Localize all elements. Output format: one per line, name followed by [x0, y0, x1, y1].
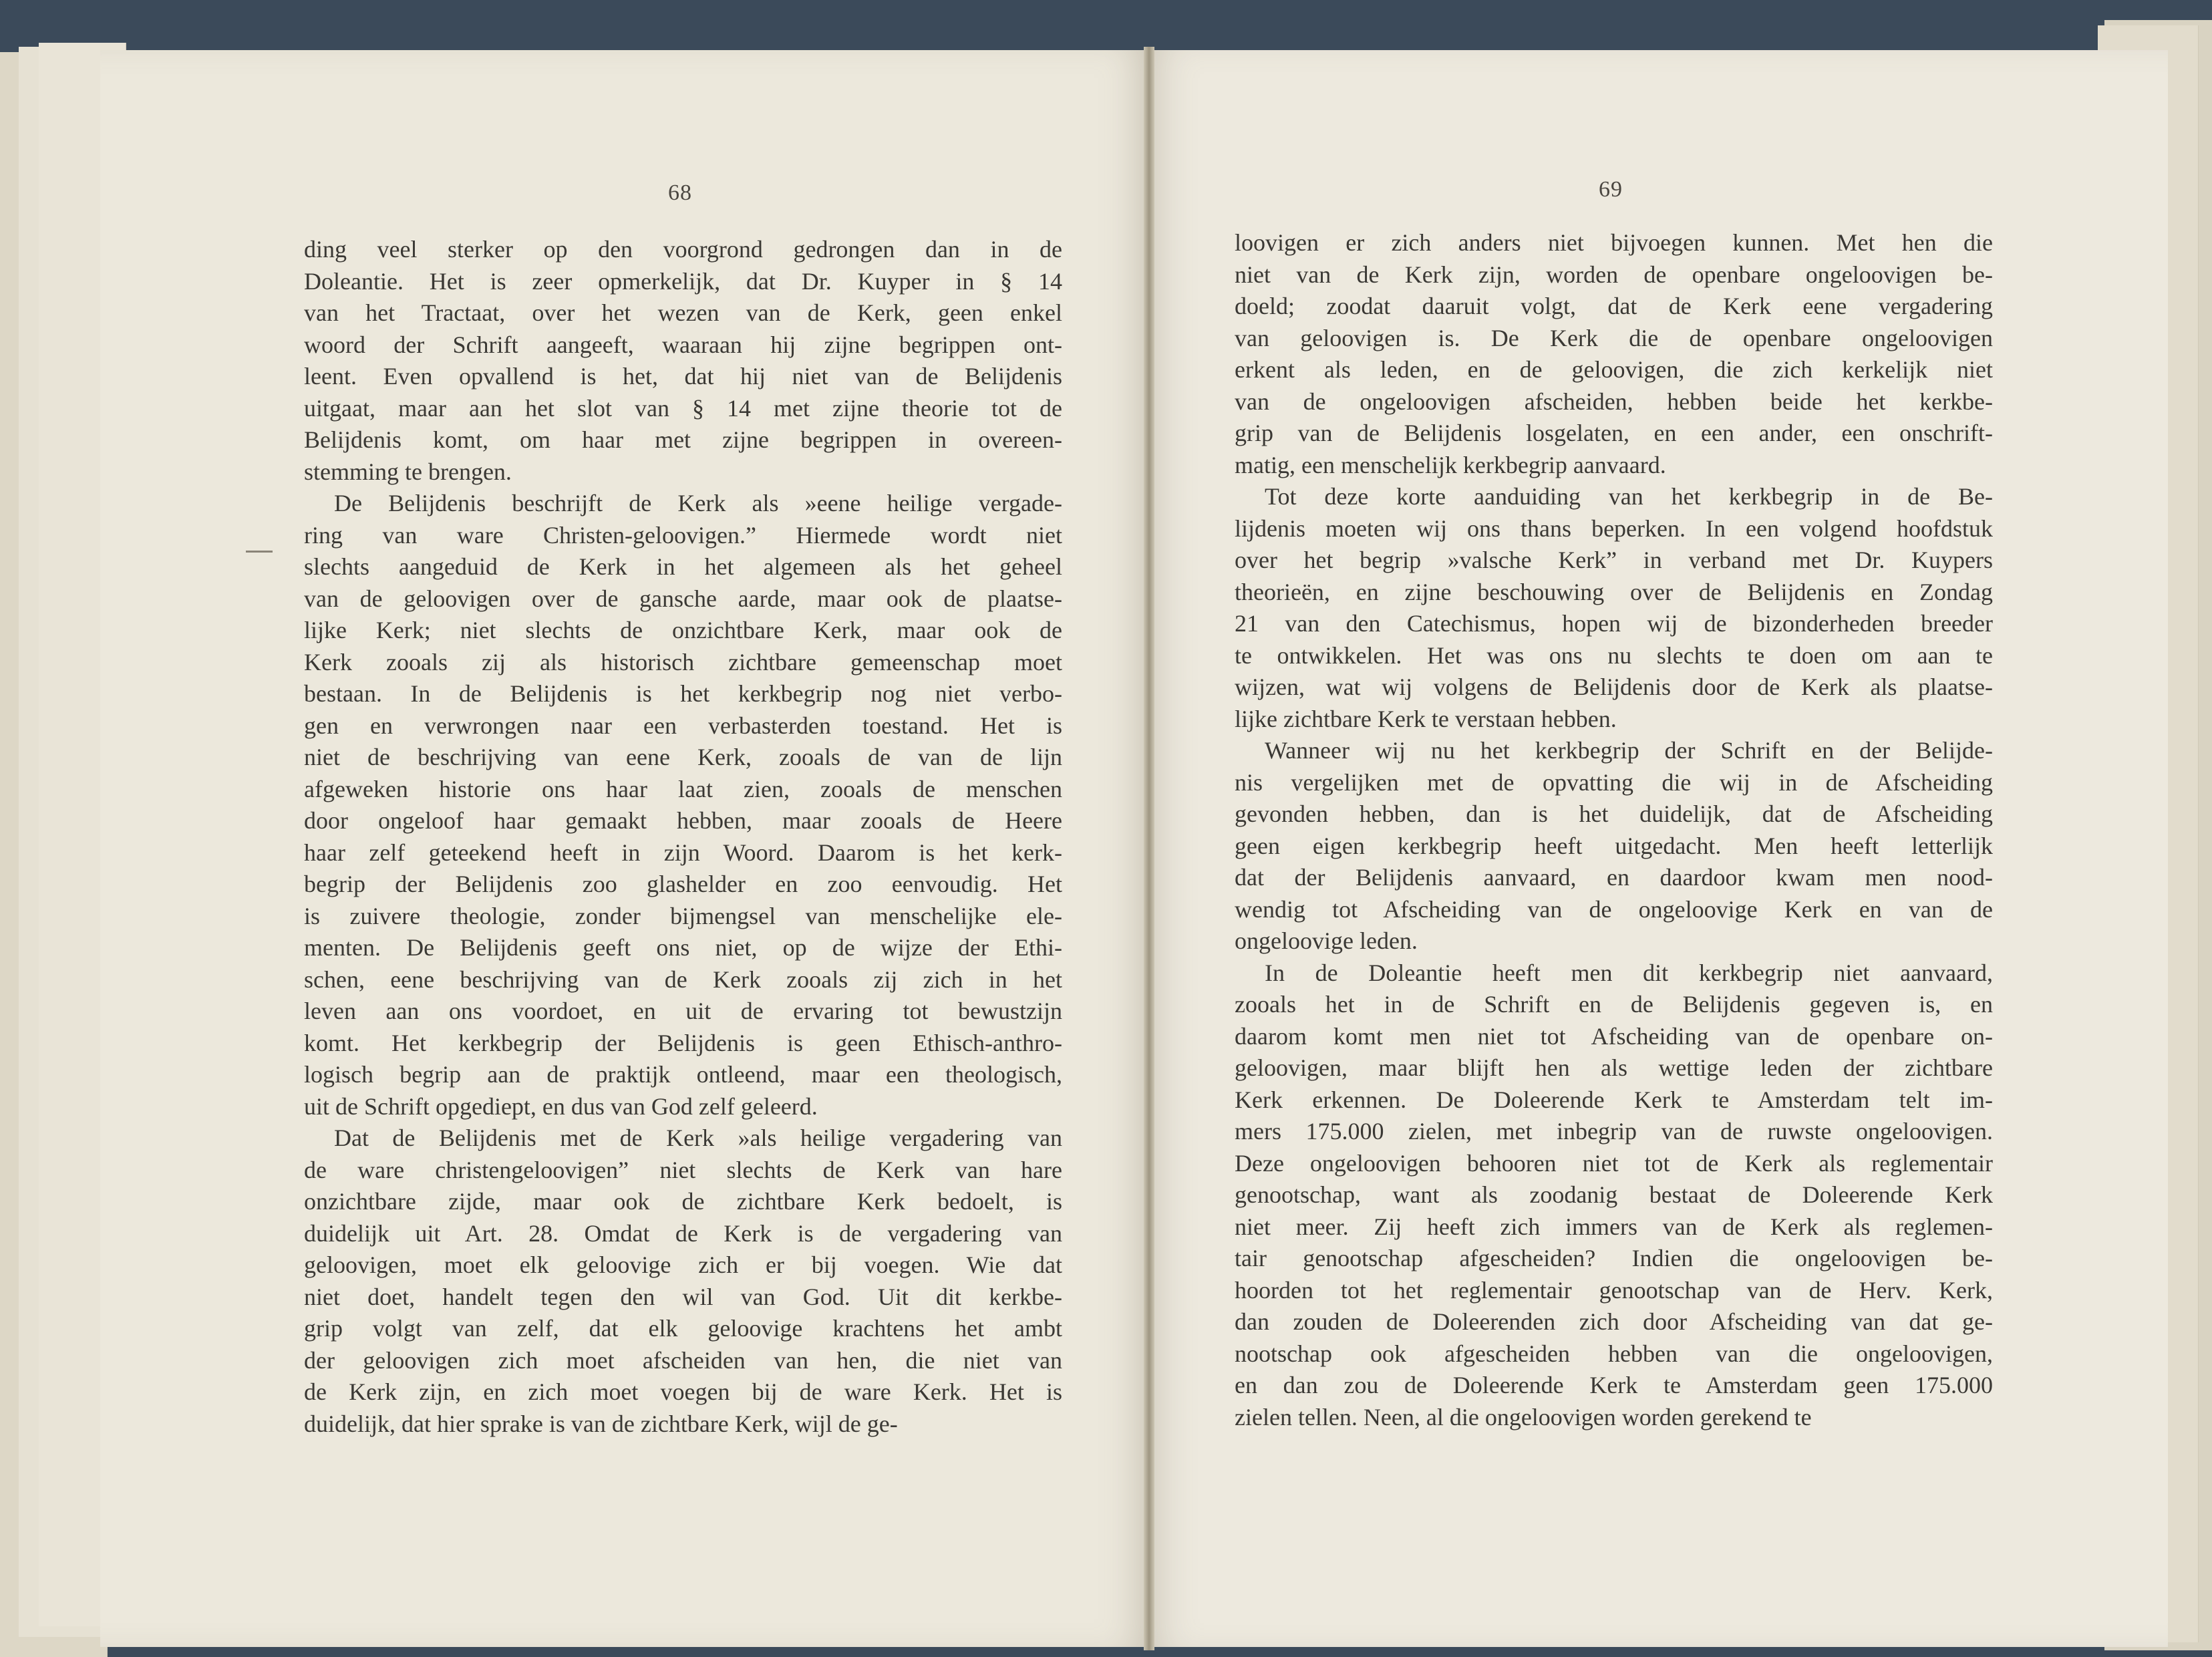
- left-page-text: [304, 234, 1062, 1440]
- right-page-number: 69: [1599, 177, 1623, 202]
- text-line: In de Doleantie heeft men dit kerkbegrip niet aanvaard,: [1265, 959, 1993, 986]
- text-line: zielen tellen. Neen, al die ongeloovigen worden gerekend te: [1235, 1403, 1812, 1430]
- text-line: door ongeloof haar gemaakt hebben, maar zooals de Heere: [304, 807, 1062, 834]
- text-line: logisch begrip aan de praktijk ontleend, maar een theologisch,: [304, 1061, 1062, 1088]
- text-line: Tot deze korte aanduiding van het kerkbegrip in de Be-: [1265, 483, 1993, 510]
- text-line: en dan zou de Doleerende Kerk te Amsterdam geen 175.000: [1235, 1372, 1993, 1398]
- text-line: lijke Kerk; niet slechts de onzichtbare Kerk, maar ook de: [304, 617, 1062, 643]
- text-line: Deze ongeloovigen behooren niet tot de Kerk als reglementair: [1235, 1149, 1993, 1177]
- text-line: slechts aangeduid de Kerk in het algemeen als het geheel: [304, 553, 1062, 580]
- text-line: dan zouden de Doleerenden zich door Afscheiding van dat ge-: [1235, 1308, 1993, 1335]
- text-line: grip volgt van zelf, dat elk geloovige krachtens het ambt: [304, 1315, 1062, 1342]
- text-line: theorieën, en zijne beschouwing over de Belijdenis en Zondag: [1235, 578, 1993, 605]
- text-line: 21 van den Catechismus, hopen wij de bizonderheden breeder: [1235, 610, 1993, 637]
- text-line: wijzen, wat wij volgens de Belijdenis door de Kerk als plaatse-: [1235, 673, 1993, 700]
- text-line: nootschap ook afgescheiden hebben van die ongeloovigen,: [1235, 1340, 1993, 1367]
- text-line: uit de Schrift opgediept, en dus van God zelf geleerd.: [304, 1092, 818, 1120]
- text-line: haar zelf geteekend heeft in zijn Woord. Daarom is het kerk-: [304, 839, 1062, 866]
- text-line: gen en verwrongen naar een verbasterden toestand. Het is: [304, 712, 1062, 739]
- text-line: daarom komt men niet tot Afscheiding van de openbare on-: [1235, 1022, 1993, 1050]
- right-page-text: [1235, 227, 1993, 1433]
- text-line: der geloovigen zich moet afscheiden van hen, die niet van: [304, 1346, 1062, 1374]
- text-line: dat der Belijdenis aanvaard, en daardoor kwam men nood-: [1235, 864, 1993, 891]
- text-line: de ware christengeloovigen” niet slechts de Kerk van hare: [304, 1156, 1062, 1183]
- text-line: lijke zichtbare Kerk te verstaan hebben.: [1235, 705, 1617, 732]
- text-line: duidelijk, dat hier sprake is van de zichtbare Kerk, wijl de ge-: [304, 1410, 898, 1437]
- text-line: van het Tractaat, over het wezen van de Kerk, geen enkel: [304, 299, 1062, 326]
- text-line: Belijdenis komt, om haar met zijne begrippen in overeen-: [304, 426, 1062, 453]
- text-line: mers 175.000 zielen, met inbegrip van de ruwste ongeloovigen.: [1235, 1118, 1993, 1145]
- text-line: ring van ware Christen-geloovigen.” Hiermede wordt niet: [304, 521, 1062, 549]
- text-line: leent. Even opvallend is het, dat hij niet van de Belijdenis: [304, 363, 1062, 390]
- text-line: van de ongeloovigen afscheiden, hebben beide het kerkbe-: [1235, 388, 1993, 415]
- text-line: De Belijdenis beschrijft de Kerk als »eene heilige vergade-: [334, 490, 1062, 516]
- text-line: begrip der Belijdenis zoo glashelder en zoo eenvoudig. Het: [304, 871, 1062, 897]
- text-line: van geloovigen is. De Kerk die de openbare ongeloovigen: [1235, 324, 1993, 351]
- text-line: menten. De Belijdenis geeft ons niet, op de wijze der Ethi-: [304, 934, 1062, 961]
- text-line: duidelijk uit Art. 28. Omdat de Kerk is de vergadering van: [304, 1219, 1062, 1247]
- text-line: Kerk zooals zij als historisch zichtbare gemeenschap moet: [304, 648, 1062, 675]
- text-line: tair genootschap afgescheiden? Indien die ongeloovigen be-: [1235, 1245, 1993, 1271]
- text-line: Wanneer wij nu het kerkbegrip der Schrift en der Belijde-: [1265, 737, 1993, 764]
- text-line: geloovigen, moet elk geloovige zich er bij voegen. Wie dat: [304, 1251, 1062, 1278]
- text-line: doeld; zoodat daaruit volgt, dat de Kerk eene vergadering: [1235, 293, 1993, 319]
- text-line: nis vergelijken met de opvatting die wij in de Afscheiding: [1235, 768, 1993, 796]
- text-line: stemming te brengen.: [304, 458, 512, 485]
- text-line: over het begrip »valsche Kerk” in verband met Dr. Kuypers: [1235, 547, 1993, 573]
- book-gutter: [1144, 47, 1154, 1650]
- text-line: Doleantie. Het is zeer opmerkelijk, dat Dr. Kuyper in § 14: [304, 267, 1062, 295]
- text-line: ding veel sterker op den voorgrond gedrongen dan in de: [304, 236, 1062, 263]
- text-line: bestaan. In de Belijdenis is het kerkbegrip nog niet verbo-: [304, 680, 1062, 707]
- text-line: wendig tot Afscheiding van de ongeloovige Kerk en van de: [1235, 895, 1993, 923]
- text-line: afgeweken historie ons haar laat zien, zooals de menschen: [304, 775, 1062, 802]
- text-line: de Kerk zijn, en zich moet voegen bij de ware Kerk. Het is: [304, 1378, 1062, 1405]
- margin-mark: [246, 551, 273, 553]
- text-line: ongeloovige leden.: [1235, 927, 1418, 954]
- text-line: leven aan ons voordoet, en uit de ervaring tot bewustzijn: [304, 998, 1062, 1024]
- text-line: niet doet, handelt tegen den wil van God. Uit dit kerkbe-: [304, 1283, 1062, 1310]
- text-line: van de geloovigen over de gansche aarde, maar ook de plaatse-: [304, 585, 1062, 612]
- text-line: lijdenis moeten wij ons thans beperken. In een volgend hoofdstuk: [1235, 514, 1993, 542]
- text-line: onzichtbare zijde, maar ook de zichtbare Kerk bedoelt, is: [304, 1188, 1062, 1215]
- text-line: erkent als leden, en de geloovigen, die zich kerkelijk niet: [1235, 356, 1993, 383]
- text-line: hoorden tot het reglementair genootschap van de Herv. Kerk,: [1235, 1276, 1993, 1304]
- text-line: woord der Schrift aangeeft, waaraan hij zijne begrippen ont-: [304, 331, 1062, 358]
- text-line: geloovigen, maar blijft hen als wettige leden der zichtbare: [1235, 1054, 1993, 1081]
- text-line: komt. Het kerkbegrip der Belijdenis is geen Ethisch-anthro-: [304, 1029, 1062, 1056]
- text-line: geen eigen kerkbegrip heeft uitgedacht. Men heeft letterlijk: [1235, 832, 1993, 859]
- text-line: niet de beschrijving van eene Kerk, zooals de van de lijn: [304, 744, 1062, 770]
- text-line: niet meer. Zij heeft zich immers van de Kerk als reglemen-: [1235, 1213, 1993, 1240]
- text-line: niet van de Kerk zijn, worden de openbare ongeloovigen be-: [1235, 261, 1993, 288]
- text-line: zooals het in de Schrift en de Belijdenis gegeven is, en: [1235, 991, 1993, 1018]
- text-line: uitgaat, maar aan het slot van § 14 met zijne theorie tot de: [304, 394, 1062, 422]
- text-line: te ontwikkelen. Het was ons nu slechts te doen om aan te: [1235, 641, 1993, 669]
- text-line: schen, eene beschrijving van de Kerk zooals zij zich in het: [304, 965, 1062, 993]
- text-line: genootschap, want als zoodanig bestaat de Doleerende Kerk: [1235, 1181, 1993, 1208]
- text-line: matig, een menschelijk kerkbegrip aanvaard.: [1235, 451, 1666, 478]
- text-line: loovigen er zich anders niet bijvoegen kunnen. Met hen die: [1235, 229, 1993, 256]
- text-line: Dat de Belijdenis met de Kerk »als heilige vergadering van: [334, 1124, 1062, 1151]
- text-line: grip van de Belijdenis losgelaten, en een ander, een onschrift-: [1235, 420, 1993, 446]
- text-line: is zuivere theologie, zonder bijmengsel van menschelijke ele-: [304, 902, 1062, 929]
- text-line: gevonden hebben, dan is het duidelijk, dat de Afscheiding: [1235, 800, 1993, 827]
- text-line: Kerk erkennen. De Doleerende Kerk te Amsterdam telt im-: [1235, 1086, 1993, 1113]
- left-page-number: 68: [668, 180, 692, 205]
